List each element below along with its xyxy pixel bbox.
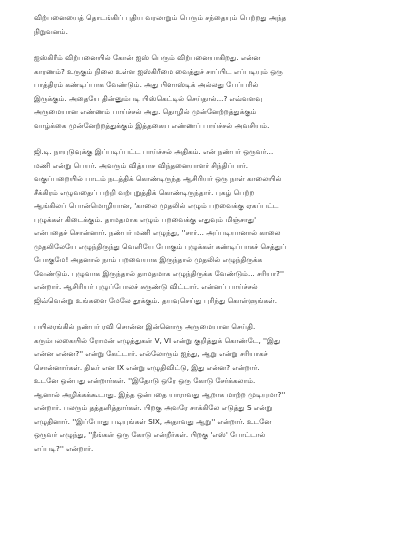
text-line: பாத்திரம் கண்டிப்பாக வேண்டும். அது பிளாஸ்டிக் அல்லது பேப்பரில் (34, 80, 259, 89)
text-line: வேண்டும். புழுவாக இருந்தால் தாமதமாக எழுந்திருக்க வேண்டும்... சரியா?'' (34, 268, 284, 278)
text-line: ஒருவர் எழுந்து, ''நீங்கள் ஒரு கோடு என்றீர்கள். பிறகு 'எஸ்' போட்டால் (34, 430, 266, 439)
paragraph-2 (34, 51, 386, 132)
text-line: என்ன என்ன?'' என்று கேட்டார். எல்லோரும் ஐந்து, ஆறு என்று சரியாகச் (34, 349, 268, 358)
text-line: இருக்கும். அதையே தின்னும்படி பிஸ்கெட்டில் செய்தால்...? எவ்வளவு (34, 93, 263, 103)
text-line: போகுமே! அதனால் நாம் பறவையாக இருந்தால் முதலில் எழுந்திருக்க (34, 255, 263, 264)
paragraph-4 (34, 320, 386, 455)
text-line: என்றார். ஆசிரியர் புழுப்போலச் சுருண்டு விட்டார். என்னப் பாய்ச்சல் (34, 282, 258, 291)
text-line: ஆங்கிலப் பொன்மொழியான, 'காலை முதலில் எழும் பறவைக்கு ஏகப்பட்ட (34, 201, 279, 210)
text-line: ஐஸ்கிரீம் விற்பனையில் கோன் ஐஸ் பெரும் விற்பனையாகிறது. என்ன (34, 53, 261, 62)
text-line: எழுதினார். ''இப்போது படியுங்கள் SIX, அதாவது ஆறு'' என்றார். உடனே (34, 416, 272, 426)
text-line: புழுக்கள் கிடைக்கும். தாமதமாக எழும் பறவைக்கு எதுவும் மிஞ்சாது' (34, 214, 257, 224)
text-line: பயிலரங்கில் நண்பர் ரவி சொன்ன இன்னொரு அருமையான செய்தி. (34, 322, 256, 331)
text-line: உடனே ஒன்பது என்றார்கள். ''இதோடு ஒரே ஒரு கோடு சேர்க்கலாம். (34, 376, 256, 385)
text-line: என்றார். பலரும் தத்தளித்தார்கள். பிறகு அவரே சாக்கிலே எடுத்து S என்று (34, 403, 273, 412)
text-line: நிறுவனம். (34, 26, 68, 36)
text-line: சொன்னார்கள். திடீர் என IX என்று எழுதிவிட்டு, இது என்ன? என்றார். (34, 362, 260, 372)
text-line: காரணம்? உருகும் நிலை உள்ள ஐஸ்கிரீமை வைத்துச் சாப்பிட எப்படியும் ஒரு (34, 66, 283, 76)
text-line: ஜிவ்வென்று உங்களை மேலே தூக்கும். தயவுசெய்து புரிந்து கொள்ளுங்கள். (34, 295, 278, 305)
text-line: மணி என்று பெயர். அவரும் வித்யாச விந்தனையாளர் சிந்திப்பார். (34, 160, 249, 170)
text-line: ஜி.டி. நாயுடுவுக்கு இப்படிப்பட்ட பாய்ச்சல் அதிகம். என் நண்பர் ஒருவர்... (34, 147, 274, 156)
text-line: வகுப்பறையில் பாடம் நடத்திக் கொண்டிருந்த ஆசிரியர் ஒரு நாள் காலையில் (34, 174, 282, 183)
text-line: சீக்கிரம் எழுவதைப் பற்றி வற்புறுத்திக் கொண்டிருந்தார். புகழ் பெற்ற (34, 187, 255, 197)
text-line: விற்பனையைத் தொடங்கிப் புதிய வரலாறும் பெரும் சந்தையும் பெற்றது அந்த (34, 13, 287, 22)
text-line: அருமையான எண்ணம் பாய்ச்சல் அது. தொழில் முன்னேற்றத்துக்கும் (34, 107, 257, 116)
text-line: கரும்பலகையில் ரோமன் எழுத்துகள் V, VI என்று குறித்துக் கொண்டே, ''இது (34, 335, 281, 345)
text-line: ஆனால் அழிக்கக்கூடாது. இந்த ஒன்பதை யாராவது ஆறாக மாற்ற முடியுமா?'' (34, 389, 286, 399)
text-line: வாழ்க்கை முன்னேற்றத்துக்கும் இத்தகைய எண்ணப் பாய்ச்சல் அவசியம். (34, 120, 270, 130)
paragraph-1 (34, 11, 386, 38)
paragraph-3 (34, 145, 386, 307)
text-line: எப்படி?'' என்றார். (34, 443, 94, 453)
text-line: முதலிலேயே எழுந்திருந்து வெளியே போகும் புழுக்கள் கண்டிப்பாகச் செத்துப் (34, 241, 287, 251)
text-line: என்பதைச் சொன்னார். நண்பர் மணி எழுந்து, ''சார்... அப்படியானால் காலை (34, 228, 281, 237)
